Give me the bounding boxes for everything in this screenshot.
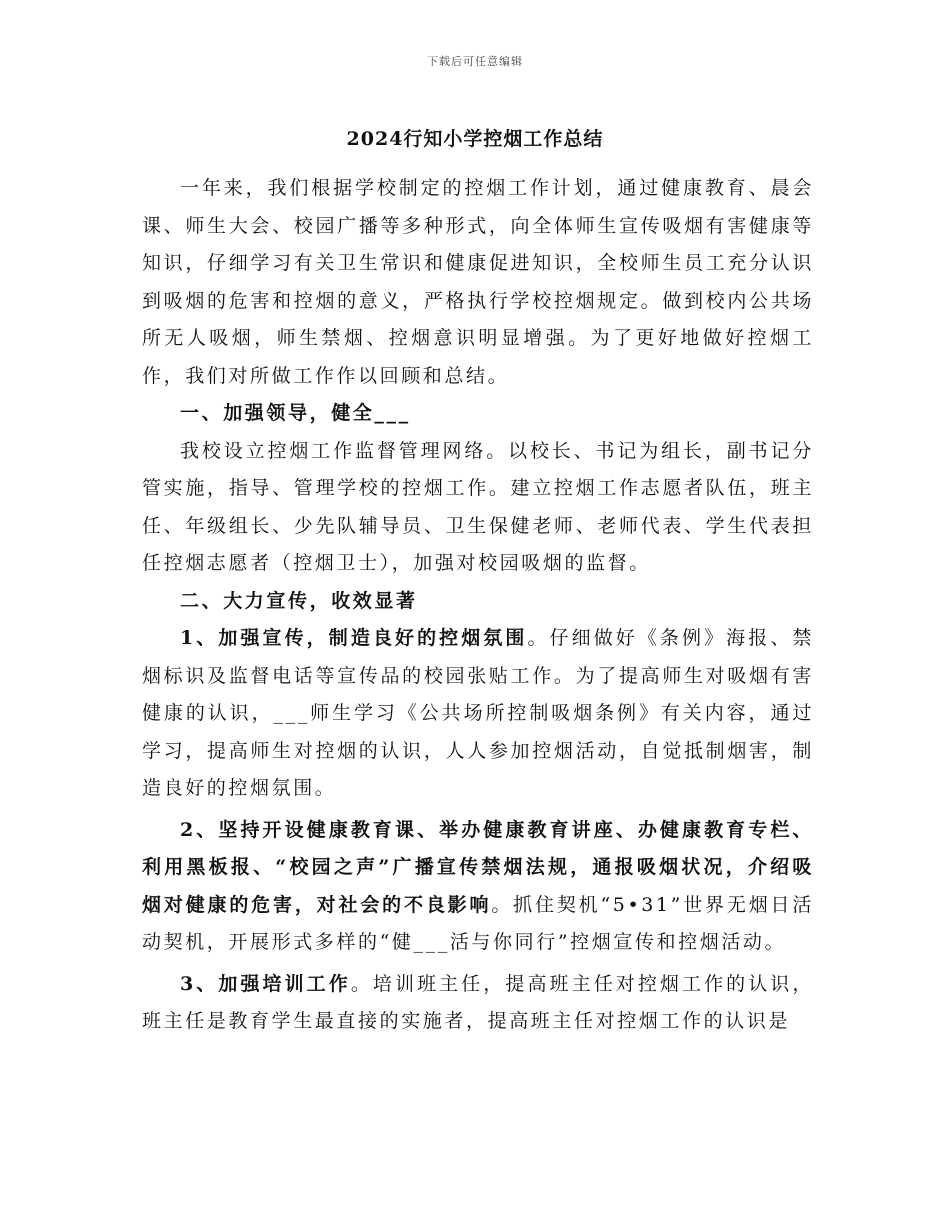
section2-item1-paragraph [142,620,814,808]
section2-item2-body: 。抓住契机“5•31”世界无烟日活动契机，开展形式多样的“健___活与你同行”控烟宣传和控烟活动。 [142,893,814,953]
section2-item3-lead: 3、加强培训工作 [180,972,351,995]
section2-item3-body: 。培训班主任，提高班主任对控烟工作的认识，班主任是教育学生最直接的实施者，提高班主任对控烟工作的认识是 [142,972,814,1032]
header-note: 下载后可任意编辑 [427,55,523,68]
section2-item1-lead: 1、加强宣传，制造良好的控烟氛围 [180,627,528,649]
section2-item2-lead: 2、坚持开设健康教育课、举办健康教育讲座、办健康教育专栏、利用黑板报、“校园之声”广播宣传禁烟法规，通报吸烟状况，介绍吸烟对健康的危害，对社会的不良影响 [142,818,814,916]
section1-paragraph: 我校设立控烟工作监督管理网络。以校长、书记为组长，副书记分管实施，指导、管理学校的控烟工作。建立控烟工作志愿者队伍，班主任、年级组长、少先队辅导员、卫生保健老师、老师代表、学生代表担任控烟志愿者（控烟卫士），加强对校园吸烟的监督。 [142,439,814,574]
intro-paragraph: 一年来，我们根据学校制定的控烟工作计划，通过健康教育、晨会课、师生大会、校园广播等多种形式，向全体师生宣传吸烟有害健康等知识，仔细学习有关卫生常识和健康促进知识，全校师生员工充分认识到吸烟的危害和控烟的意义，严格执行学校控烟规定。做到校内公共场所无人吸烟，师生禁烟、控烟意识明显增强。为了更好地做好控烟工作，我们对所做工作作以回顾和总结。 [142,177,814,387]
section2-item3-paragraph [142,966,814,1041]
document-title: 2024行知小学控烟工作总结 [346,128,604,150]
section2-item1-body: 。仔细做好《条例》海报、禁烟标识及监督电话等宣传品的校园张贴工作。为了提高师生对吸烟有害健康的认识，___师生学习《公共场所控制吸烟条例》有关内容，通过学习，提高师生对控烟的认识，人人参加控烟活动，自觉抵制烟害，制造良好的控烟氛围。 [142,627,814,799]
document-body [142,170,814,1041]
section1-heading: 一、加强领导，健全___ [180,402,411,424]
section2-heading: 二、大力宣传，收效显著 [180,589,418,612]
section2-item2-paragraph [142,812,814,962]
